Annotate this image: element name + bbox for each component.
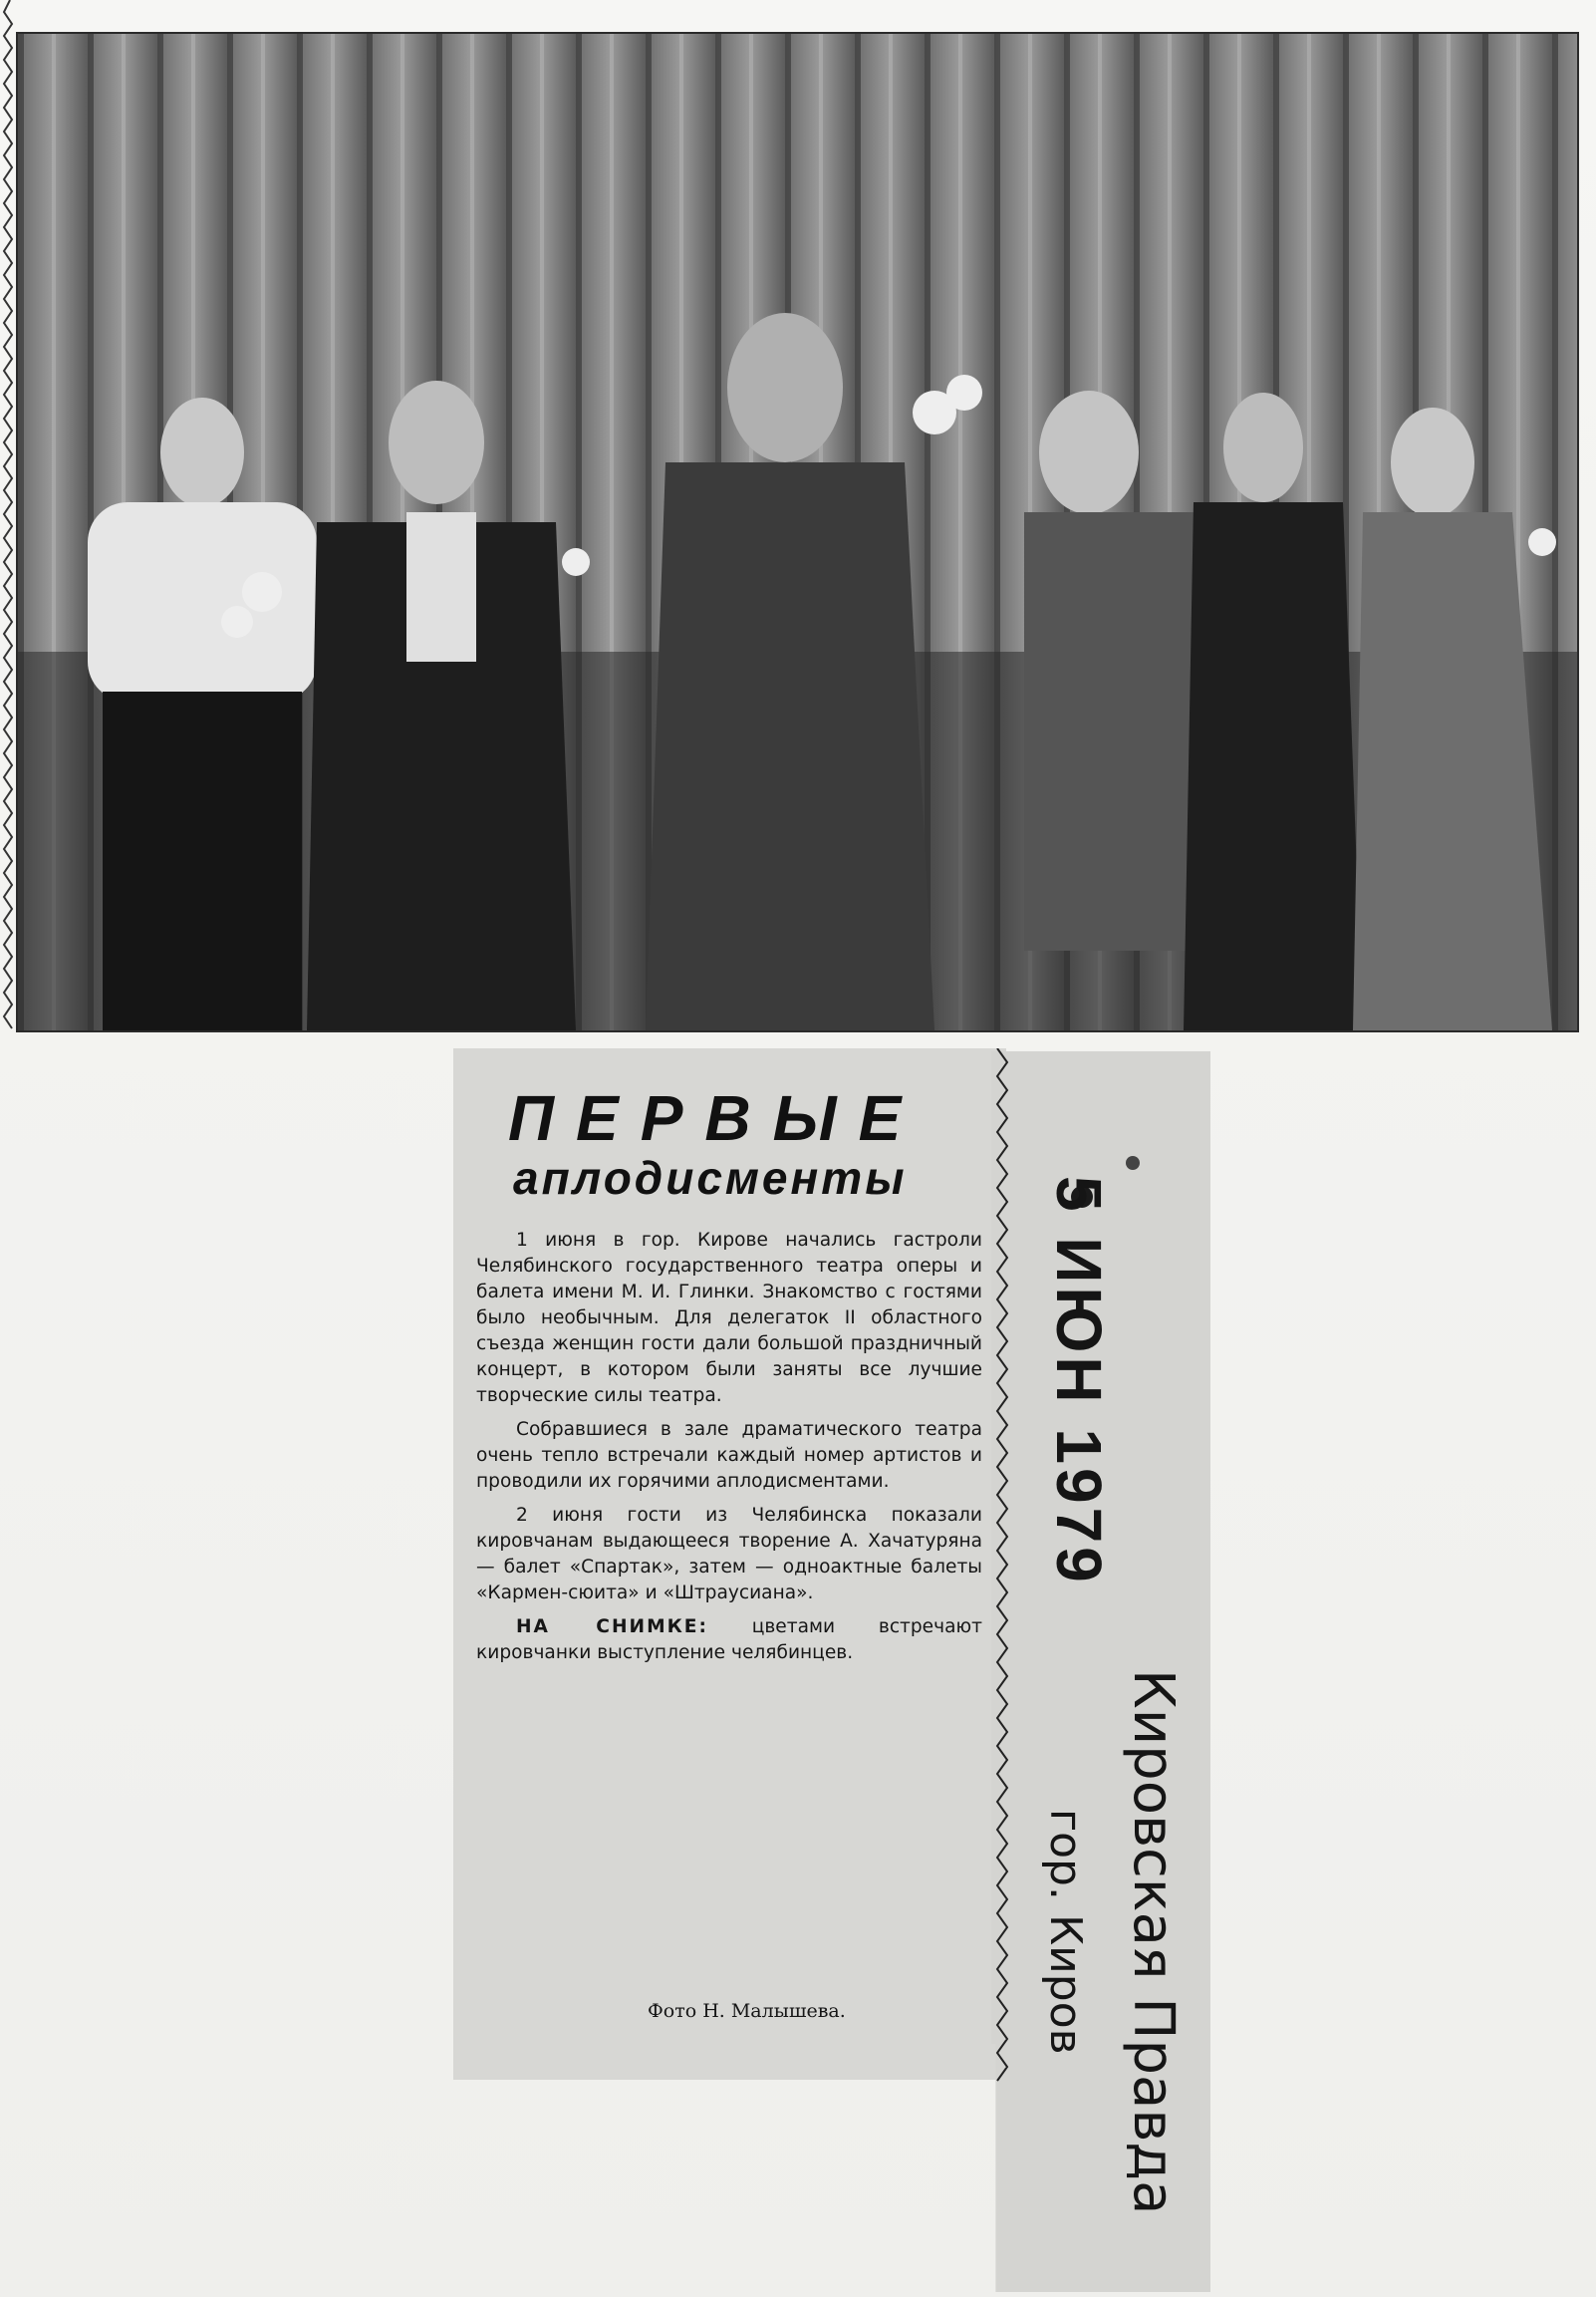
article-paragraph-2: Собравшиеся в зале драматического театра очень тепло встречали каждый номер артистов и проводили их горячими аплодисментами. [476, 1419, 982, 1492]
headline-second-line: аплодисменты [513, 1152, 908, 1204]
photo-torn-edge [0, 0, 16, 1036]
newspaper-city: гор. Киров [1040, 1809, 1091, 2055]
photo-caption [476, 1614, 982, 1666]
photo-credit: Фото Н. Малышева. [648, 2000, 846, 2022]
caption-label: НА СНИМКЕ: [516, 1616, 708, 1637]
clipping-torn-edge [991, 1048, 1015, 2085]
newspaper-name: Кировская Правда [1121, 1669, 1186, 2215]
article-body [476, 1228, 982, 1668]
newspaper-photo [16, 32, 1579, 1032]
date-stamp: 5 ИЮН 1979 [1043, 1176, 1115, 1586]
stage-scene-illustration [18, 34, 1577, 1030]
article-paragraph-3: 2 июня гости из Челябинска показали кировчанам выдающееся творение А. Хачатуряна — балет «Спартак», затем — одноактные балеты «Кармен-сюита» и «Штраусиана». [476, 1505, 982, 1603]
headline-first-line: ПЕРВЫЕ [508, 1082, 924, 1154]
article-paragraph-1: 1 июня в гор. Кирове начались гастроли Челябинского государственного театра оперы и балета имени М. И. Глинки. Знакомство с гостями было необычным. Для делегаток II областного съезда женщин гости дали большой праздничный концерт, в котором были заняты все лучшие творческие силы театра. [476, 1230, 982, 1406]
stamp-hole-icon [1126, 1156, 1140, 1170]
caption-text: цветами встречают кировчанки выступление челябинцев. [476, 1616, 982, 1663]
